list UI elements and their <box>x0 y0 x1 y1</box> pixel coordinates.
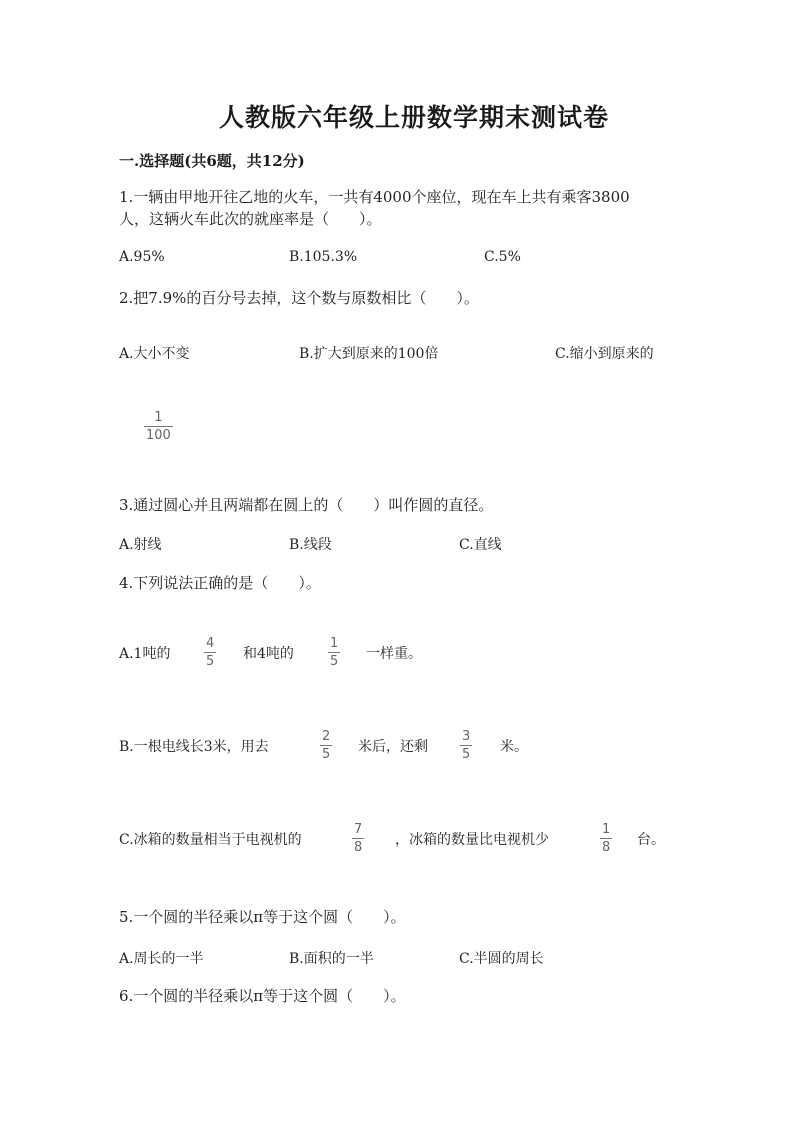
question-2-option-b: B.扩大到原来的100倍 <box>299 346 439 362</box>
question-4-option-c-suffix: 台。 <box>637 832 665 848</box>
fraction-bar <box>352 838 364 839</box>
question-4-text: 4.下列说法正确的是（ ）。 <box>119 574 321 592</box>
question-4-option-a-suffix: 一样重。 <box>366 646 422 662</box>
question-3-option-a: A.射线 <box>119 537 162 553</box>
question-4-option-a-fraction-1 <box>204 636 216 669</box>
fraction-numerator: 4 <box>206 636 215 651</box>
question-5-option-b: B.面积的一半 <box>289 951 374 967</box>
fraction-denominator: 5 <box>462 747 471 762</box>
fraction-denominator: 100 <box>146 428 171 443</box>
question-1-line-2: 人，这辆火车此次的就座率是（ ）。 <box>119 210 382 228</box>
fraction-bar <box>600 838 612 839</box>
fraction-bar <box>320 745 332 746</box>
section-heading: 一.选择题(共6题，共12分) <box>119 152 305 170</box>
fraction-bar <box>460 745 472 746</box>
fraction-denominator: 5 <box>206 654 215 669</box>
fraction-denominator: 8 <box>602 840 611 855</box>
fraction-bar <box>144 426 173 427</box>
page-title: 人教版六年级上册数学期末测试卷 <box>219 103 610 132</box>
fraction-numerator: 7 <box>354 822 363 837</box>
question-5-option-c: C.半圆的周长 <box>459 951 544 967</box>
question-5-option-a: A.周长的一半 <box>119 951 204 967</box>
question-1-option-c: C.5% <box>484 249 521 265</box>
question-4-option-a-middle: 和4吨的 <box>243 646 294 662</box>
question-4-option-b-fraction-1 <box>320 729 332 762</box>
fraction-numerator: 1 <box>154 410 163 425</box>
fraction-bar <box>328 652 340 653</box>
question-4-option-b-prefix: B.一根电线长3米，用去 <box>119 739 269 755</box>
question-2-fraction <box>144 410 173 443</box>
fraction-numerator: 1 <box>330 636 339 651</box>
fraction-denominator: 8 <box>354 840 363 855</box>
fraction-bar <box>204 652 216 653</box>
question-4-option-c-fraction-2 <box>600 822 612 855</box>
question-1-line-1: 1.一辆由甲地开往乙地的火车，一共有4000个座位，现在车上共有乘客3800 <box>119 188 630 206</box>
fraction-denominator: 5 <box>330 654 339 669</box>
question-4-option-c-middle: ，冰箱的数量比电视机少 <box>395 832 549 848</box>
question-1-option-b: B.105.3% <box>289 249 358 265</box>
question-3-text: 3.通过圆心并且两端都在圆上的（ ）叫作圆的直径。 <box>119 496 494 514</box>
question-5-text: 5.一个圆的半径乘以π等于这个圆（ ）。 <box>119 908 406 926</box>
question-2-option-c: C.缩小到原来的 <box>555 346 654 362</box>
fraction-numerator: 3 <box>462 729 471 744</box>
question-4-option-c-prefix: C.冰箱的数量相当于电视机的 <box>119 832 302 848</box>
question-6-text: 6.一个圆的半径乘以π等于这个圆（ ）。 <box>119 987 406 1005</box>
question-4-option-b-middle: 米后，还剩 <box>358 739 428 755</box>
question-4-option-b-fraction-2 <box>460 729 472 762</box>
question-4-option-a-prefix: A.1吨的 <box>119 646 171 662</box>
question-1-option-a: A.95% <box>119 249 165 265</box>
question-3-option-c: C.直线 <box>459 537 502 553</box>
question-4-option-c-fraction-1 <box>352 822 364 855</box>
fraction-numerator: 1 <box>602 822 611 837</box>
question-2-option-a: A.大小不变 <box>119 346 190 362</box>
question-2-text: 2.把7.9%的百分号去掉，这个数与原数相比（ ）。 <box>119 289 479 307</box>
question-4-option-a-fraction-2 <box>328 636 340 669</box>
question-4-option-b-suffix: 米。 <box>500 739 528 755</box>
fraction-denominator: 5 <box>322 747 331 762</box>
question-3-option-b: B.线段 <box>289 537 332 553</box>
fraction-numerator: 2 <box>322 729 331 744</box>
